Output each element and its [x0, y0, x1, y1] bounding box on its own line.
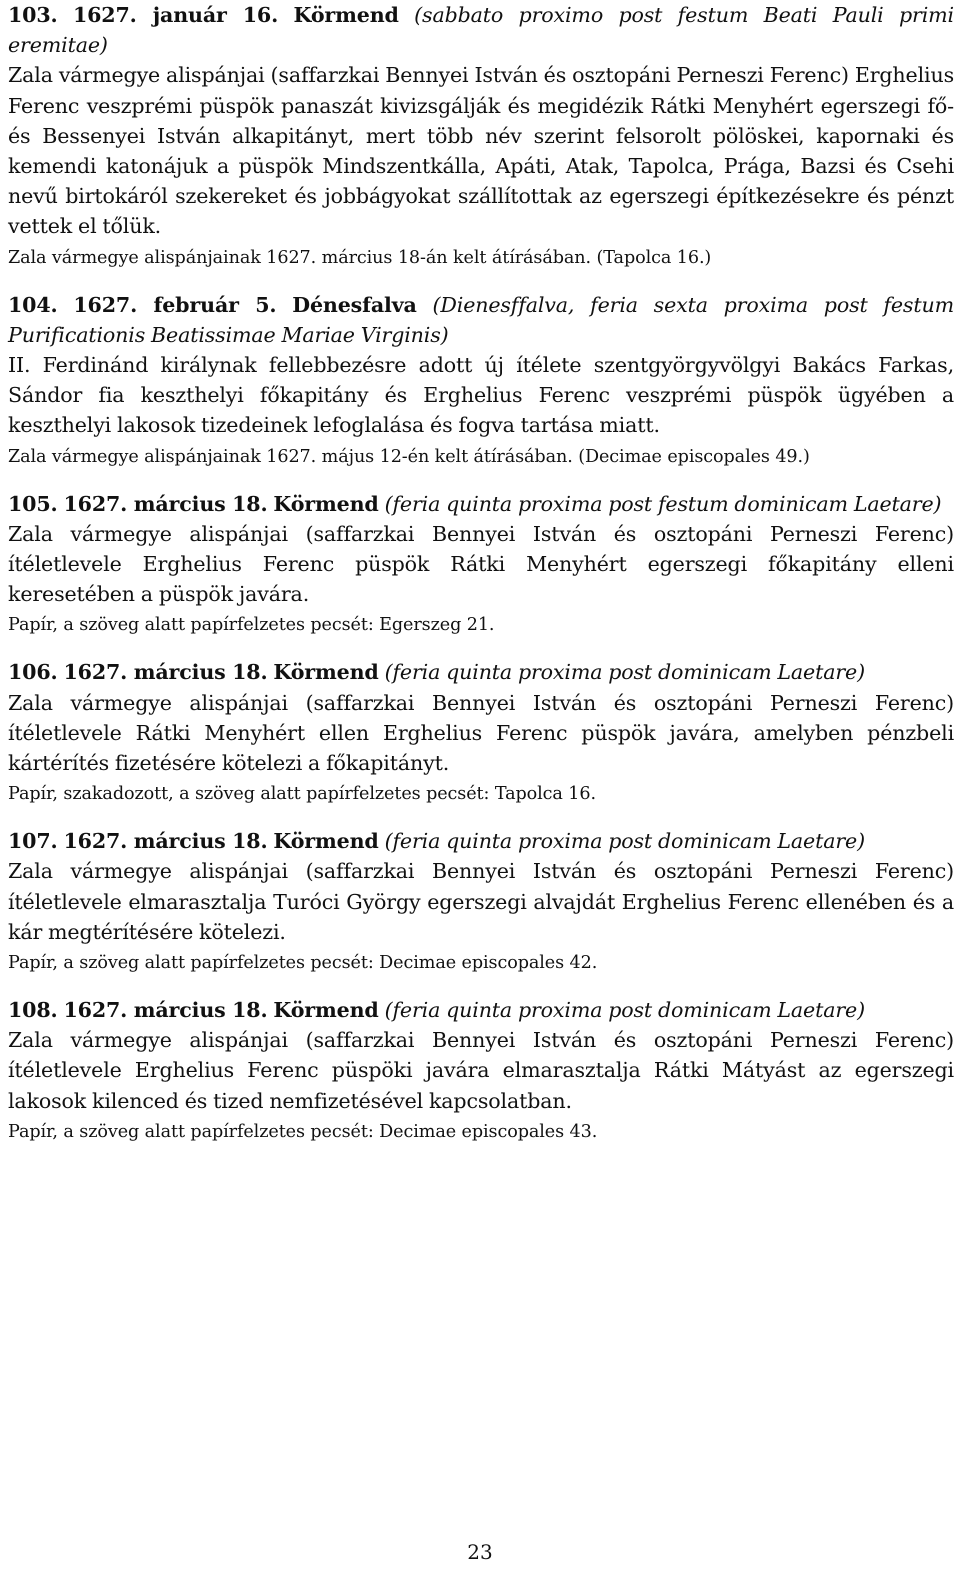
entry-number: 103.	[8, 3, 58, 27]
latin-date-phrase: (feria quinta proxima post dominicam Laetare)	[384, 998, 865, 1023]
entry-header-103	[8, 0, 954, 242]
entry-summary: II. Ferdinánd királynak fellebbezésre adott új ítélete szentgyörgyvölgyi Bakács Farkas, Sándor fia keszthelyi főkapitány és Erghelius Ferenc veszprémi püspök ügyében a keszthelyi lakosok tizedeinek lefoglalása és fogva tartása miatt.	[8, 353, 954, 438]
entry-number: 104.	[8, 292, 58, 317]
entry-header-105	[8, 489, 954, 610]
register-entry-104	[8, 290, 954, 470]
entry-header-108	[8, 995, 954, 1116]
entry-summary: Zala vármegye alispánjai (saffarzkai Bennyei István és osztopáni Perneszi Ferenc) ítéletlevele Rátki Menyhért ellen Erghelius Ferenc püspök javára, amelyben pénzbeli kártérítés fizetésére kötelezi a főkapitányt.	[8, 690, 954, 776]
entry-place: Körmend	[273, 660, 379, 685]
source-note: Zala vármegye alispánjainak 1627. május 12-én kelt átírásában. (Decimae episcopales 49.)	[8, 446, 810, 467]
entry-place: Körmend	[273, 829, 379, 854]
entry-place: Körmend	[293, 3, 399, 27]
entry-number: 108.	[8, 998, 58, 1023]
entry-header-106	[8, 657, 954, 778]
register-entry-108	[8, 995, 954, 1145]
entry-number: 105.	[8, 491, 58, 516]
document-page	[8, 0, 954, 1145]
entry-date: 1627. január 16.	[72, 3, 279, 27]
entry-place: Dénesfalva	[292, 292, 417, 317]
entry-date: 1627. március 18.	[63, 998, 268, 1023]
source-note: Papír, a szöveg alatt papírfelzetes pecsét: Decimae episcopales 43.	[8, 1121, 598, 1142]
source-note: Papír, a szöveg alatt papírfelzetes pecsét: Decimae episcopales 42.	[8, 953, 598, 974]
entry-summary: Zala vármegye alispánjai (saffarzkai Bennyei István és osztopáni Perneszi Ferenc) Erghelius Ferenc veszprémi püspök panaszát kivizsgálják és megidézik Rátki Menyhért egerszegi fő- és Bessenyei István alkapitányt, mert több név szerint felsorolt pölöskei, kapornaki és kemendi katonájuk a püspök Mindszentkálla, Apáti, Atak, Tapolca, Prága, Bazsi és Csehi nevű birtokáról szekereket és jobbágyokat szállítottak az egerszegi építkezésekre és pénzt vettek el tőlük.	[8, 63, 954, 239]
entry-summary: Zala vármegye alispánjai (saffarzkai Bennyei István és osztopáni Perneszi Ferenc) ítéletlevele Erghelius Ferenc püspök Rátki Menyhért egerszegi főkapitány elleni keresetében a püspök javára.	[8, 521, 954, 607]
latin-date-phrase: (feria quinta proxima post dominicam Laetare)	[384, 829, 865, 854]
latin-date-phrase: (feria quinta proxima post festum dominicam Laetare)	[384, 491, 942, 516]
register-entry-103	[8, 0, 954, 271]
entry-header-104	[8, 290, 954, 441]
latin-date-phrase: (feria quinta proxima post dominicam Laetare)	[384, 660, 865, 685]
entry-header-107	[8, 826, 954, 947]
source-note: Papír, szakadozott, a szöveg alatt papírfelzetes pecsét: Tapolca 16.	[8, 784, 596, 805]
register-entry-107	[8, 826, 954, 976]
entry-number: 107.	[8, 829, 58, 854]
register-entry-105	[8, 489, 954, 639]
entry-place: Körmend	[273, 998, 379, 1023]
latin-date-phrase: (sabbato proximo post festum Beati Pauli primi eremitae)	[8, 3, 954, 58]
entry-date: 1627. február 5.	[73, 292, 277, 317]
entry-date: 1627. március 18.	[63, 829, 268, 854]
entry-number: 106.	[8, 660, 58, 685]
entry-date: 1627. március 18.	[63, 491, 268, 516]
source-note: Papír, a szöveg alatt papírfelzetes pecsét: Egerszeg 21.	[8, 615, 495, 636]
entry-summary: Zala vármegye alispánjai (saffarzkai Bennyei István és osztopáni Perneszi Ferenc) ítéletlevele elmarasztalja Turóci György egerszegi alvajdát Erghelius Ferenc ellenében és a kár megtérítésére kötelezi.	[8, 859, 954, 944]
source-note: Zala vármegye alispánjainak 1627. március 18-án kelt átírásában. (Tapolca 16.)	[8, 247, 712, 268]
register-entry-106	[8, 657, 954, 807]
entry-date: 1627. március 18.	[63, 660, 268, 685]
latin-date-phrase: (Dienesffalva, feria sexta proxima post festum Purificationis Beatissimae Mariae Virginis)	[8, 292, 954, 347]
entry-summary: Zala vármegye alispánjai (saffarzkai Bennyei István és osztopáni Perneszi Ferenc) ítéletlevele Erghelius Ferenc püspöki javára elmarasztalja Rátki Mátyást az egerszegi lakosok kilenced és tized nemfizetésével kapcsolatban.	[8, 1028, 954, 1113]
page-number: 23	[467, 1540, 493, 1564]
entry-place: Körmend	[273, 491, 379, 516]
